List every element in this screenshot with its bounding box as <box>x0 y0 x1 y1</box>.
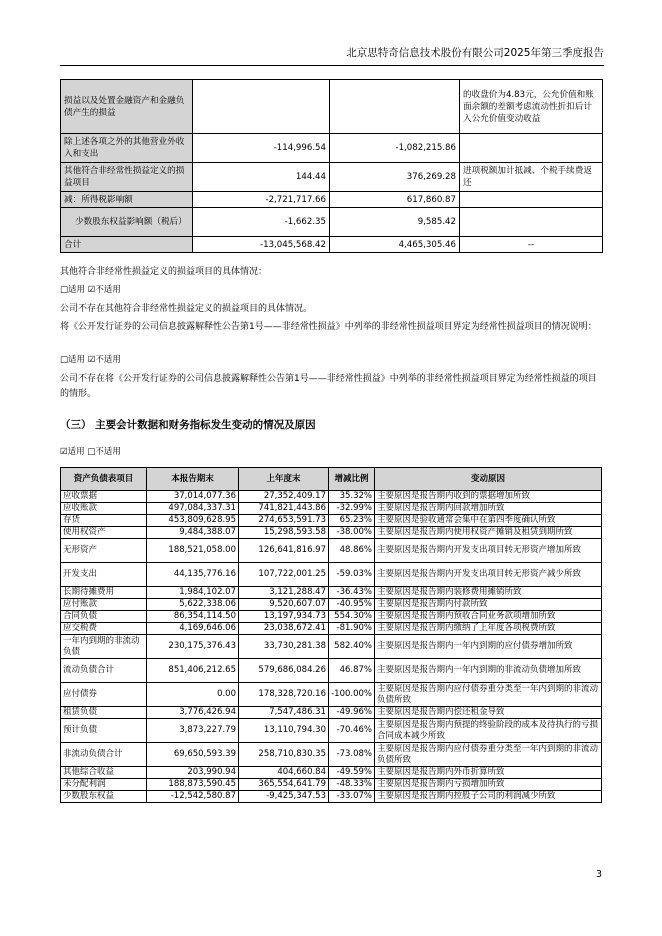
change-cell: 554.30% <box>329 611 375 623</box>
not-applicable-checkbox: ☑不适用 <box>87 285 121 295</box>
change-cell: -36.43% <box>329 587 375 599</box>
prior-cell: 258,710,830.35 <box>239 743 329 767</box>
reason-cell: 主要原因是报告期内一年内到期的非流动负债增加所致 <box>375 659 602 683</box>
ytd-cell: 617,860.87 <box>330 192 460 208</box>
current-cell: 497,084,337.31 <box>147 503 239 515</box>
reason-cell: 主要原因是报告期内回款增加所致 <box>375 503 602 515</box>
current-cell: 37,014,077.36 <box>147 491 239 503</box>
change-cell: 35.32% <box>329 491 375 503</box>
applicable-checkbox: □适用 <box>60 285 86 295</box>
ytd-cell: 376,269.28 <box>330 163 460 192</box>
current-cell: 4,169,646.06 <box>147 623 239 635</box>
item-cell: 使用权资产 <box>61 527 147 539</box>
prior-cell: 365,554,641.79 <box>239 779 329 791</box>
table-row <box>61 208 603 237</box>
prior-cell: 107,722,001.25 <box>239 563 329 587</box>
item-cell: 存货 <box>61 515 147 527</box>
change-cell: -59.03% <box>329 563 375 587</box>
item-cell: 应交税费 <box>61 623 147 635</box>
table-row <box>61 659 602 683</box>
current-cell: 44,135,776.16 <box>147 563 239 587</box>
column-header: 变动原因 <box>375 468 602 491</box>
not-applicable-checkbox: ☑不适用 <box>87 355 121 365</box>
item-cell: 少数股东权益影响额（税后） <box>61 208 193 237</box>
current-cell: 851,406,212.65 <box>147 659 239 683</box>
balance-sheet-changes-table <box>60 467 602 803</box>
table-row <box>61 539 602 563</box>
prior-cell: 13,110,794.30 <box>239 719 329 743</box>
table-row <box>61 491 602 503</box>
reason-cell: 主要原因是报告期内付款所致 <box>375 599 602 611</box>
item-cell: 未分配利润 <box>61 779 147 791</box>
item-cell: 减：所得税影响额 <box>61 192 193 208</box>
reason-cell: 主要原因是报告期内控股子公司的利润减少所致 <box>375 791 602 803</box>
table-row <box>61 599 602 611</box>
note-cell: 进项税额加计抵减、个税手续费返还 <box>460 163 603 192</box>
current-cell: 3,776,426.94 <box>147 707 239 719</box>
item-cell: 租赁负债 <box>61 707 147 719</box>
prior-cell: 23,038,672.41 <box>239 623 329 635</box>
change-cell: 65.23% <box>329 515 375 527</box>
prior-cell: 33,730,281.38 <box>239 635 329 659</box>
current-cell: 5,622,338.06 <box>147 599 239 611</box>
item-cell: 应付账款 <box>61 599 147 611</box>
current-cell: 230,175,376.43 <box>147 635 239 659</box>
table-row <box>61 719 602 743</box>
item-cell: 非流动负债合计 <box>61 743 147 767</box>
note-cell: 的收盘价为4.83元，公允价值和账面余额的差额考虑流动性折扣后计入公允价值变动收益 <box>460 80 603 134</box>
item-cell: 应付债券 <box>61 683 147 707</box>
change-cell: -81.90% <box>329 623 375 635</box>
current-cell: -2,721,717.66 <box>193 192 330 208</box>
current-cell: -114,996.54 <box>193 134 330 163</box>
applicable-checkbox: □适用 <box>60 355 86 365</box>
table-row <box>61 683 602 707</box>
note-cell <box>460 192 603 208</box>
prior-cell: 404,660.84 <box>239 767 329 779</box>
table-row <box>61 163 603 192</box>
non-recurring-table <box>60 79 603 253</box>
prior-cell: 9,520,607.07 <box>239 599 329 611</box>
header-rule <box>60 65 604 66</box>
change-cell: -32.99% <box>329 503 375 515</box>
table-row <box>61 635 602 659</box>
section-title: （三） 主要会计数据和财务指标发生变动的情况及原因 <box>60 419 316 431</box>
current-cell: 69,650,593.39 <box>147 743 239 767</box>
current-cell: 188,521,058.00 <box>147 539 239 563</box>
current-cell <box>193 80 330 134</box>
table-header-row <box>61 468 602 491</box>
current-cell: 3,873,227.79 <box>147 719 239 743</box>
item-cell: 开发支出 <box>61 563 147 587</box>
change-cell: 46.87% <box>329 659 375 683</box>
page-number: 3 <box>595 869 602 880</box>
column-header: 资产负债表项目 <box>61 468 147 491</box>
item-cell: 预计负债 <box>61 719 147 743</box>
item-cell: 一年内到期的非流动负债 <box>61 635 147 659</box>
prior-cell: 3,121,288.47 <box>239 587 329 599</box>
table-row <box>61 134 603 163</box>
current-cell: 9,484,388.07 <box>147 527 239 539</box>
change-cell: -48.33% <box>329 779 375 791</box>
item-cell: 其他综合收益 <box>61 767 147 779</box>
item-cell: 流动负债合计 <box>61 659 147 683</box>
checkbox-line <box>60 283 605 298</box>
change-cell: -100.00% <box>329 683 375 707</box>
current-cell: -1,662.35 <box>193 208 330 237</box>
reason-cell: 主要原因是报告期内应付债券重分类至一年内到期的非流动负债所致 <box>375 683 602 707</box>
item-cell: 应收账款 <box>61 503 147 515</box>
prior-cell: 579,686,084.26 <box>239 659 329 683</box>
item-cell: 其他符合非经常性损益定义的损益项目 <box>61 163 193 192</box>
item-cell: 长期待摊费用 <box>61 587 147 599</box>
checkbox-line <box>60 445 605 460</box>
reason-cell: 主要原因是验收通常会集中在第四季度确认所致 <box>375 515 602 527</box>
current-cell: -12,542,580.87 <box>147 791 239 803</box>
prior-cell: 741,821,443.86 <box>239 503 329 515</box>
paragraph: 公司不存在其他符合非经常性损益定义的损益项目的具体情况。 <box>60 304 313 314</box>
not-applicable-checkbox: □不适用 <box>87 447 121 457</box>
column-header: 本报告期末 <box>147 468 239 491</box>
change-cell: -40.95% <box>329 599 375 611</box>
ytd-cell <box>330 80 460 134</box>
item-cell: 少数股东权益 <box>61 791 147 803</box>
ytd-cell: 4,465,305.46 <box>330 237 460 253</box>
ytd-cell: -1,082,215.86 <box>330 134 460 163</box>
paragraph: 其他符合非经常性损益定义的损益项目的具体情况： <box>60 267 268 277</box>
table-row <box>61 779 602 791</box>
current-cell: -13,045,568.42 <box>193 237 330 253</box>
change-cell: -38.00% <box>329 527 375 539</box>
reason-cell: 主要原因是报告期内使用权资产摊销及租赁到期所致 <box>375 527 602 539</box>
applicable-checkbox: ☑适用 <box>60 447 85 457</box>
table-row <box>61 80 603 134</box>
table-row <box>61 743 602 767</box>
reason-cell: 主要原因是报告期内开发支出项目转无形资产减少所致 <box>375 563 602 587</box>
reason-cell: 主要原因是报告期内装修费用摊销所致 <box>375 587 602 599</box>
paragraph: 将《公开发行证券的公司信息披露解释性公告第1号——非经常性损益》中列举的非经常性损益项目界定为经常性损益项目的情况说明： <box>60 322 597 332</box>
prior-cell: 126,641,816.97 <box>239 539 329 563</box>
prior-cell: 13,197,934.73 <box>239 611 329 623</box>
item-cell: 合同负债 <box>61 611 147 623</box>
table-row <box>61 563 602 587</box>
reason-cell: 主要原因是报告期内收到的票据增加所致 <box>375 491 602 503</box>
prior-cell: 27,352,409.17 <box>239 491 329 503</box>
change-cell: -49.59% <box>329 767 375 779</box>
table-row <box>61 623 602 635</box>
prior-cell: 178,328,720.16 <box>239 683 329 707</box>
item-cell: 应收票据 <box>61 491 147 503</box>
change-cell: -73.08% <box>329 743 375 767</box>
reason-cell: 主要原因是报告期内开发支出项目转无形资产增加所致 <box>375 539 602 563</box>
table-row <box>61 707 602 719</box>
current-cell: 0.00 <box>147 683 239 707</box>
current-cell: 203,990.94 <box>147 767 239 779</box>
paragraph: 公司不存在将《公开发行证券的公司信息披露解释性公告第1号——非经常性损益》中列举的非经常性损益项目界定为经常性损益的项目的情形。 <box>60 374 597 399</box>
prior-cell: 274,653,591.73 <box>239 515 329 527</box>
item-cell: 无形资产 <box>61 539 147 563</box>
table-row <box>61 611 602 623</box>
reason-cell: 主要原因是报告期内外币折算所致 <box>375 767 602 779</box>
page-header: 北京思特奇信息技术股份有限公司2025年第三季度报告 <box>346 47 604 59</box>
change-cell: 48.86% <box>329 539 375 563</box>
reason-cell: 主要原因是报告期内一年内到期的应付债券增加所致 <box>375 635 602 659</box>
prior-cell: 15,298,593.58 <box>239 527 329 539</box>
column-header: 上年度末 <box>239 468 329 491</box>
note-cell <box>460 134 603 163</box>
change-cell: -49.96% <box>329 707 375 719</box>
current-cell: 1,984,102.07 <box>147 587 239 599</box>
table-row <box>61 791 602 803</box>
checkbox-line <box>60 353 605 368</box>
item-cell: 损益以及处置金融资产和金融负债产生的损益 <box>61 80 193 134</box>
reason-cell: 主要原因是报告期内预提的终验阶段的成本及待执行的亏损合同成本减少所致 <box>375 719 602 743</box>
table-row <box>61 515 602 527</box>
change-cell: 582.40% <box>329 635 375 659</box>
table-row <box>61 503 602 515</box>
table-row <box>61 767 602 779</box>
reason-cell: 主要原因是报告期内应付债券重分类至一年内到期的非流动负债所致 <box>375 743 602 767</box>
reason-cell: 主要原因是报告期内偿还租金导致 <box>375 707 602 719</box>
note-cell <box>460 208 603 237</box>
item-cell: 除上述各项之外的其他营业外收入和支出 <box>61 134 193 163</box>
ytd-cell: 9,585.42 <box>330 208 460 237</box>
reason-cell: 主要原因是报告期内预收合同业务款项增加所致 <box>375 611 602 623</box>
table-row <box>61 587 602 599</box>
prior-cell: 7,547,486.31 <box>239 707 329 719</box>
column-header: 增减比例 <box>329 468 375 491</box>
prior-cell: -9,425,347.53 <box>239 791 329 803</box>
reason-cell: 主要原因是报告期内缴纳了上年度各项税费所致 <box>375 623 602 635</box>
note-cell: -- <box>460 237 603 253</box>
table-row <box>61 192 603 208</box>
current-cell: 453,809,628.95 <box>147 515 239 527</box>
item-cell: 合计 <box>61 237 193 253</box>
current-cell: 188,873,590.45 <box>147 779 239 791</box>
table-row <box>61 237 603 253</box>
change-cell: -33.07% <box>329 791 375 803</box>
change-cell: -70.46% <box>329 719 375 743</box>
reason-cell: 主要原因是报告期内亏损增加所致 <box>375 779 602 791</box>
current-cell: 86,354,114.50 <box>147 611 239 623</box>
table-row <box>61 527 602 539</box>
current-cell: 144.44 <box>193 163 330 192</box>
